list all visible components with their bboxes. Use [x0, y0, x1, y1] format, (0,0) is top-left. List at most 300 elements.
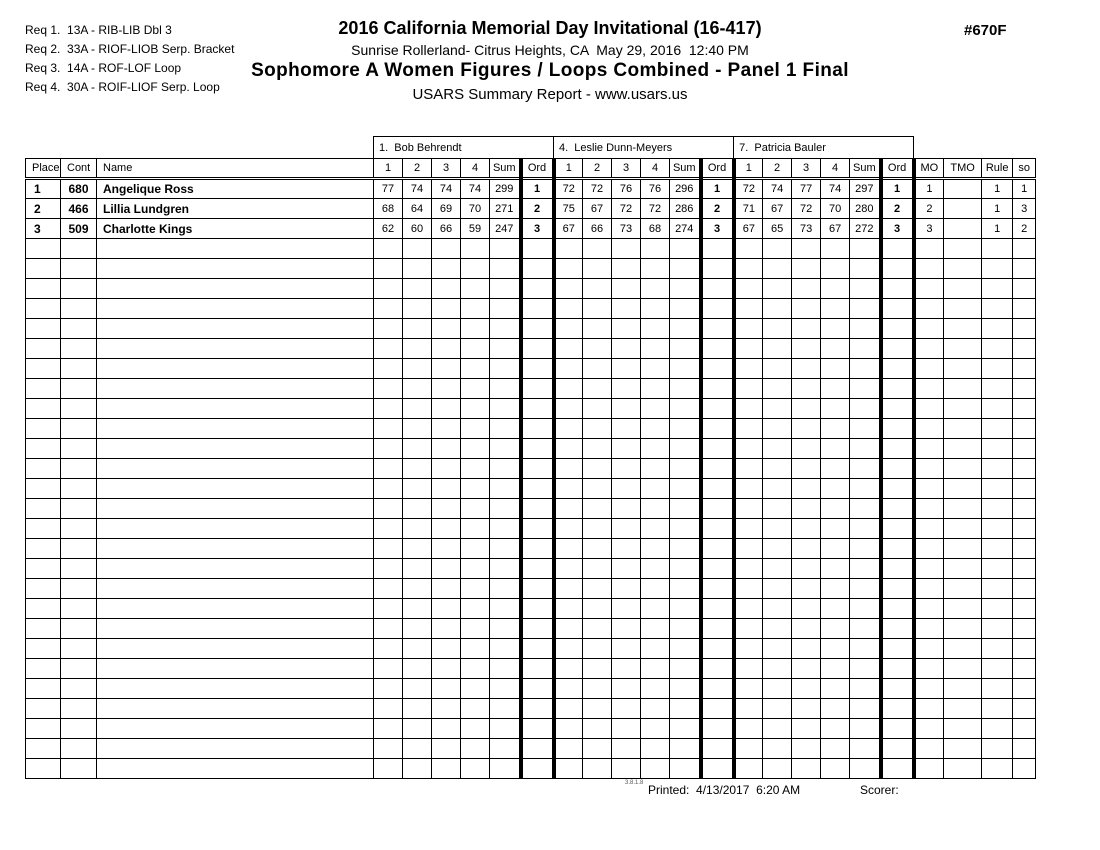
empty-cell	[821, 719, 850, 739]
empty-cell	[521, 739, 554, 759]
empty-cell	[1013, 479, 1036, 499]
empty-cell	[881, 399, 914, 419]
empty-cell	[850, 459, 881, 479]
empty-cell	[982, 659, 1013, 679]
score-cell: 72	[734, 179, 763, 199]
empty-cell	[432, 539, 461, 559]
empty-cell	[763, 619, 792, 639]
empty-cell	[641, 379, 670, 399]
empty-cell	[701, 359, 734, 379]
empty-cell	[763, 459, 792, 479]
empty-cell	[26, 619, 61, 639]
empty-cell	[612, 459, 641, 479]
empty-cell	[641, 239, 670, 259]
empty-cell	[1013, 699, 1036, 719]
empty-cell	[850, 659, 881, 679]
score-cell: 76	[612, 179, 641, 199]
empty-cell	[821, 679, 850, 699]
empty-cell	[432, 739, 461, 759]
empty-cell	[26, 459, 61, 479]
empty-cell	[583, 379, 612, 399]
software-version: 3.8.1.8	[625, 780, 644, 786]
empty-cell	[1013, 379, 1036, 399]
requirement-line: Req 3. 14A - ROF-LOF Loop	[25, 61, 182, 75]
empty-cell	[734, 659, 763, 679]
empty-cell	[554, 539, 583, 559]
empty-row	[26, 539, 1036, 559]
empty-cell	[641, 719, 670, 739]
so-cell: 1	[1013, 179, 1036, 199]
empty-cell	[490, 579, 521, 599]
so-cell: 2	[1013, 219, 1036, 239]
empty-cell	[792, 739, 821, 759]
empty-cell	[701, 299, 734, 319]
empty-cell	[432, 499, 461, 519]
empty-cell	[432, 259, 461, 279]
empty-cell	[641, 419, 670, 439]
empty-cell	[26, 719, 61, 739]
empty-cell	[583, 659, 612, 679]
empty-cell	[881, 359, 914, 379]
empty-cell	[881, 679, 914, 699]
empty-cell	[944, 479, 982, 499]
empty-cell	[701, 319, 734, 339]
score-cell: 70	[821, 199, 850, 219]
empty-cell	[403, 359, 432, 379]
empty-cell	[1013, 659, 1036, 679]
empty-cell	[61, 279, 97, 299]
empty-cell	[374, 439, 403, 459]
sum-cell: 299	[490, 179, 521, 199]
empty-cell	[850, 239, 881, 259]
empty-cell	[701, 479, 734, 499]
empty-cell	[432, 579, 461, 599]
empty-cell	[461, 719, 490, 739]
ordinal-cell: 2	[881, 199, 914, 219]
empty-cell	[701, 399, 734, 419]
score-cell: 62	[374, 219, 403, 239]
empty-cell	[641, 599, 670, 619]
empty-cell	[26, 599, 61, 619]
empty-cell	[432, 759, 461, 779]
empty-cell	[490, 399, 521, 419]
empty-cell	[1013, 279, 1036, 299]
empty-cell	[881, 319, 914, 339]
empty-cell	[982, 359, 1013, 379]
sum-cell: 297	[850, 179, 881, 199]
empty-cell	[982, 539, 1013, 559]
report-type-line: USARS Summary Report - www.usars.us	[412, 86, 688, 103]
empty-cell	[97, 379, 374, 399]
empty-cell	[374, 339, 403, 359]
empty-cell	[97, 699, 374, 719]
empty-cell	[701, 659, 734, 679]
empty-cell	[461, 539, 490, 559]
empty-cell	[554, 439, 583, 459]
empty-cell	[944, 539, 982, 559]
empty-cell	[641, 639, 670, 659]
empty-cell	[583, 419, 612, 439]
empty-cell	[641, 699, 670, 719]
empty-cell	[583, 259, 612, 279]
empty-cell	[26, 339, 61, 359]
empty-row	[26, 759, 1036, 779]
empty-cell	[554, 399, 583, 419]
empty-cell	[521, 679, 554, 699]
empty-cell	[554, 279, 583, 299]
empty-cell	[850, 379, 881, 399]
empty-cell	[490, 259, 521, 279]
empty-cell	[61, 739, 97, 759]
empty-cell	[521, 559, 554, 579]
empty-cell	[490, 279, 521, 299]
empty-cell	[944, 559, 982, 579]
empty-cell	[97, 259, 374, 279]
empty-cell	[792, 699, 821, 719]
empty-cell	[982, 299, 1013, 319]
empty-cell	[521, 299, 554, 319]
empty-cell	[670, 599, 701, 619]
empty-cell	[490, 659, 521, 679]
score-cell: 67	[554, 219, 583, 239]
empty-cell	[583, 759, 612, 779]
empty-cell	[432, 339, 461, 359]
empty-cell	[403, 759, 432, 779]
empty-cell	[26, 439, 61, 459]
empty-cell	[583, 519, 612, 539]
empty-cell	[881, 459, 914, 479]
empty-cell	[403, 479, 432, 499]
empty-cell	[881, 479, 914, 499]
empty-row	[26, 259, 1036, 279]
empty-cell	[403, 579, 432, 599]
empty-cell	[97, 239, 374, 259]
ordinal-cell: 1	[881, 179, 914, 199]
empty-cell	[521, 619, 554, 639]
empty-cell	[612, 619, 641, 639]
empty-cell	[521, 579, 554, 599]
empty-cell	[641, 579, 670, 599]
empty-cell	[701, 499, 734, 519]
score-cell: 69	[432, 199, 461, 219]
judge-subheader: 3	[792, 159, 821, 179]
empty-cell	[734, 639, 763, 659]
empty-cell	[432, 619, 461, 639]
empty-cell	[944, 299, 982, 319]
empty-cell	[881, 439, 914, 459]
empty-cell	[521, 339, 554, 359]
empty-cell	[461, 239, 490, 259]
empty-cell	[763, 759, 792, 779]
score-cell: 71	[734, 199, 763, 219]
empty-cell	[641, 739, 670, 759]
empty-cell	[490, 419, 521, 439]
empty-cell	[641, 539, 670, 559]
empty-cell	[432, 659, 461, 679]
empty-cell	[850, 419, 881, 439]
empty-cell	[881, 579, 914, 599]
empty-cell	[61, 639, 97, 659]
empty-cell	[944, 679, 982, 699]
sum-cell: 296	[670, 179, 701, 199]
judge-subheader: 3	[432, 159, 461, 179]
score-cell: 74	[461, 179, 490, 199]
empty-cell	[944, 239, 982, 259]
empty-cell	[521, 459, 554, 479]
empty-cell	[850, 579, 881, 599]
empty-cell	[61, 379, 97, 399]
empty-cell	[97, 599, 374, 619]
empty-cell	[734, 739, 763, 759]
empty-cell	[734, 339, 763, 359]
empty-cell	[612, 279, 641, 299]
empty-cell	[670, 279, 701, 299]
empty-cell	[374, 419, 403, 439]
empty-cell	[554, 559, 583, 579]
empty-cell	[881, 539, 914, 559]
empty-cell	[944, 519, 982, 539]
empty-cell	[734, 539, 763, 559]
band-spacer-right	[914, 137, 1036, 159]
empty-cell	[97, 439, 374, 459]
contestant-number-cell: 680	[61, 179, 97, 199]
empty-cell	[850, 359, 881, 379]
empty-cell	[670, 759, 701, 779]
empty-cell	[432, 319, 461, 339]
empty-cell	[490, 539, 521, 559]
empty-cell	[61, 719, 97, 739]
judge-subheader: Sum	[490, 159, 521, 179]
empty-cell	[763, 719, 792, 739]
empty-cell	[821, 639, 850, 659]
empty-cell	[944, 459, 982, 479]
judge-subheader: Ord	[701, 159, 734, 179]
tmo-cell	[944, 219, 982, 239]
skater-row	[26, 199, 1036, 219]
empty-cell	[763, 279, 792, 299]
empty-cell	[61, 399, 97, 419]
empty-cell	[403, 379, 432, 399]
empty-cell	[701, 259, 734, 279]
empty-cell	[554, 499, 583, 519]
score-cell: 66	[432, 219, 461, 239]
score-cell: 64	[403, 199, 432, 219]
empty-cell	[821, 339, 850, 359]
empty-cell	[374, 459, 403, 479]
requirement-line: Req 2. 33A - RIOF-LIOB Serp. Bracket	[25, 42, 235, 56]
empty-cell	[490, 339, 521, 359]
empty-cell	[982, 399, 1013, 419]
empty-cell	[374, 639, 403, 659]
empty-cell	[850, 399, 881, 419]
empty-cell	[490, 319, 521, 339]
empty-cell	[914, 619, 944, 639]
empty-cell	[554, 579, 583, 599]
judge-subheader: 1	[734, 159, 763, 179]
empty-cell	[734, 319, 763, 339]
empty-cell	[734, 479, 763, 499]
empty-cell	[734, 439, 763, 459]
empty-cell	[850, 319, 881, 339]
empty-cell	[792, 279, 821, 299]
empty-cell	[1013, 419, 1036, 439]
score-cell: 72	[641, 199, 670, 219]
empty-cell	[1013, 599, 1036, 619]
empty-cell	[612, 359, 641, 379]
empty-cell	[821, 439, 850, 459]
event-number: #670F	[964, 22, 1007, 39]
empty-row	[26, 679, 1036, 699]
empty-cell	[583, 239, 612, 259]
empty-cell	[881, 259, 914, 279]
empty-cell	[490, 639, 521, 659]
empty-cell	[521, 379, 554, 399]
empty-cell	[490, 459, 521, 479]
empty-cell	[982, 699, 1013, 719]
ordinal-cell: 3	[701, 219, 734, 239]
empty-cell	[670, 639, 701, 659]
empty-cell	[432, 419, 461, 439]
empty-cell	[61, 339, 97, 359]
empty-cell	[701, 639, 734, 659]
empty-cell	[792, 559, 821, 579]
empty-cell	[97, 459, 374, 479]
empty-cell	[850, 539, 881, 559]
column-header: Place	[26, 159, 61, 179]
empty-cell	[374, 299, 403, 319]
empty-cell	[490, 559, 521, 579]
empty-cell	[641, 559, 670, 579]
empty-cell	[61, 579, 97, 599]
place-cell: 3	[26, 219, 61, 239]
empty-cell	[554, 259, 583, 279]
empty-cell	[521, 659, 554, 679]
empty-cell	[701, 579, 734, 599]
empty-cell	[982, 499, 1013, 519]
empty-cell	[792, 299, 821, 319]
empty-cell	[734, 719, 763, 739]
empty-cell	[850, 339, 881, 359]
empty-cell	[612, 259, 641, 279]
so-cell: 3	[1013, 199, 1036, 219]
empty-cell	[670, 339, 701, 359]
empty-cell	[1013, 579, 1036, 599]
empty-cell	[670, 559, 701, 579]
empty-cell	[374, 659, 403, 679]
empty-cell	[521, 419, 554, 439]
empty-cell	[612, 239, 641, 259]
results-table	[25, 136, 1036, 779]
empty-cell	[461, 659, 490, 679]
empty-cell	[982, 519, 1013, 539]
empty-cell	[61, 539, 97, 559]
judge-subheader: 4	[641, 159, 670, 179]
judge-subheader: 2	[403, 159, 432, 179]
empty-cell	[490, 619, 521, 639]
empty-cell	[914, 439, 944, 459]
empty-cell	[821, 519, 850, 539]
empty-cell	[97, 739, 374, 759]
empty-cell	[734, 359, 763, 379]
empty-cell	[521, 719, 554, 739]
judge-subheader: 2	[583, 159, 612, 179]
empty-row	[26, 439, 1036, 459]
empty-cell	[641, 399, 670, 419]
judge-subheader: 3	[612, 159, 641, 179]
empty-cell	[374, 559, 403, 579]
competition-title: 2016 California Memorial Day Invitational (16-417)	[338, 18, 762, 38]
empty-cell	[734, 619, 763, 639]
skater-row	[26, 179, 1036, 199]
empty-cell	[792, 679, 821, 699]
empty-cell	[982, 759, 1013, 779]
ordinal-cell: 1	[701, 179, 734, 199]
empty-cell	[641, 459, 670, 479]
score-cell: 75	[554, 199, 583, 219]
empty-cell	[881, 639, 914, 659]
empty-cell	[461, 579, 490, 599]
empty-cell	[881, 299, 914, 319]
judge-subheader: Ord	[521, 159, 554, 179]
empty-cell	[641, 279, 670, 299]
empty-cell	[982, 559, 1013, 579]
empty-cell	[403, 659, 432, 679]
empty-cell	[583, 339, 612, 359]
empty-cell	[432, 359, 461, 379]
empty-cell	[792, 339, 821, 359]
empty-cell	[982, 379, 1013, 399]
score-cell: 72	[792, 199, 821, 219]
empty-cell	[97, 419, 374, 439]
empty-cell	[612, 579, 641, 599]
score-cell: 70	[461, 199, 490, 219]
empty-cell	[701, 439, 734, 459]
empty-cell	[97, 499, 374, 519]
judge-subheader: Ord	[881, 159, 914, 179]
empty-cell	[521, 699, 554, 719]
empty-cell	[701, 719, 734, 739]
empty-cell	[821, 659, 850, 679]
empty-cell	[670, 399, 701, 419]
empty-cell	[641, 519, 670, 539]
empty-cell	[881, 759, 914, 779]
ordinal-cell: 3	[521, 219, 554, 239]
empty-cell	[763, 559, 792, 579]
score-cell: 60	[403, 219, 432, 239]
empty-cell	[1013, 499, 1036, 519]
empty-cell	[554, 239, 583, 259]
empty-cell	[612, 759, 641, 779]
empty-cell	[944, 359, 982, 379]
empty-cell	[61, 519, 97, 539]
empty-cell	[583, 739, 612, 759]
judge-subheader: 1	[554, 159, 583, 179]
sum-cell: 280	[850, 199, 881, 219]
empty-cell	[26, 679, 61, 699]
empty-cell	[982, 719, 1013, 739]
empty-cell	[61, 679, 97, 699]
empty-cell	[554, 459, 583, 479]
empty-cell	[670, 459, 701, 479]
empty-cell	[641, 319, 670, 339]
empty-cell	[461, 279, 490, 299]
empty-cell	[792, 659, 821, 679]
empty-cell	[521, 539, 554, 559]
score-cell: 68	[641, 219, 670, 239]
empty-cell	[61, 559, 97, 579]
empty-cell	[374, 479, 403, 499]
empty-cell	[521, 759, 554, 779]
